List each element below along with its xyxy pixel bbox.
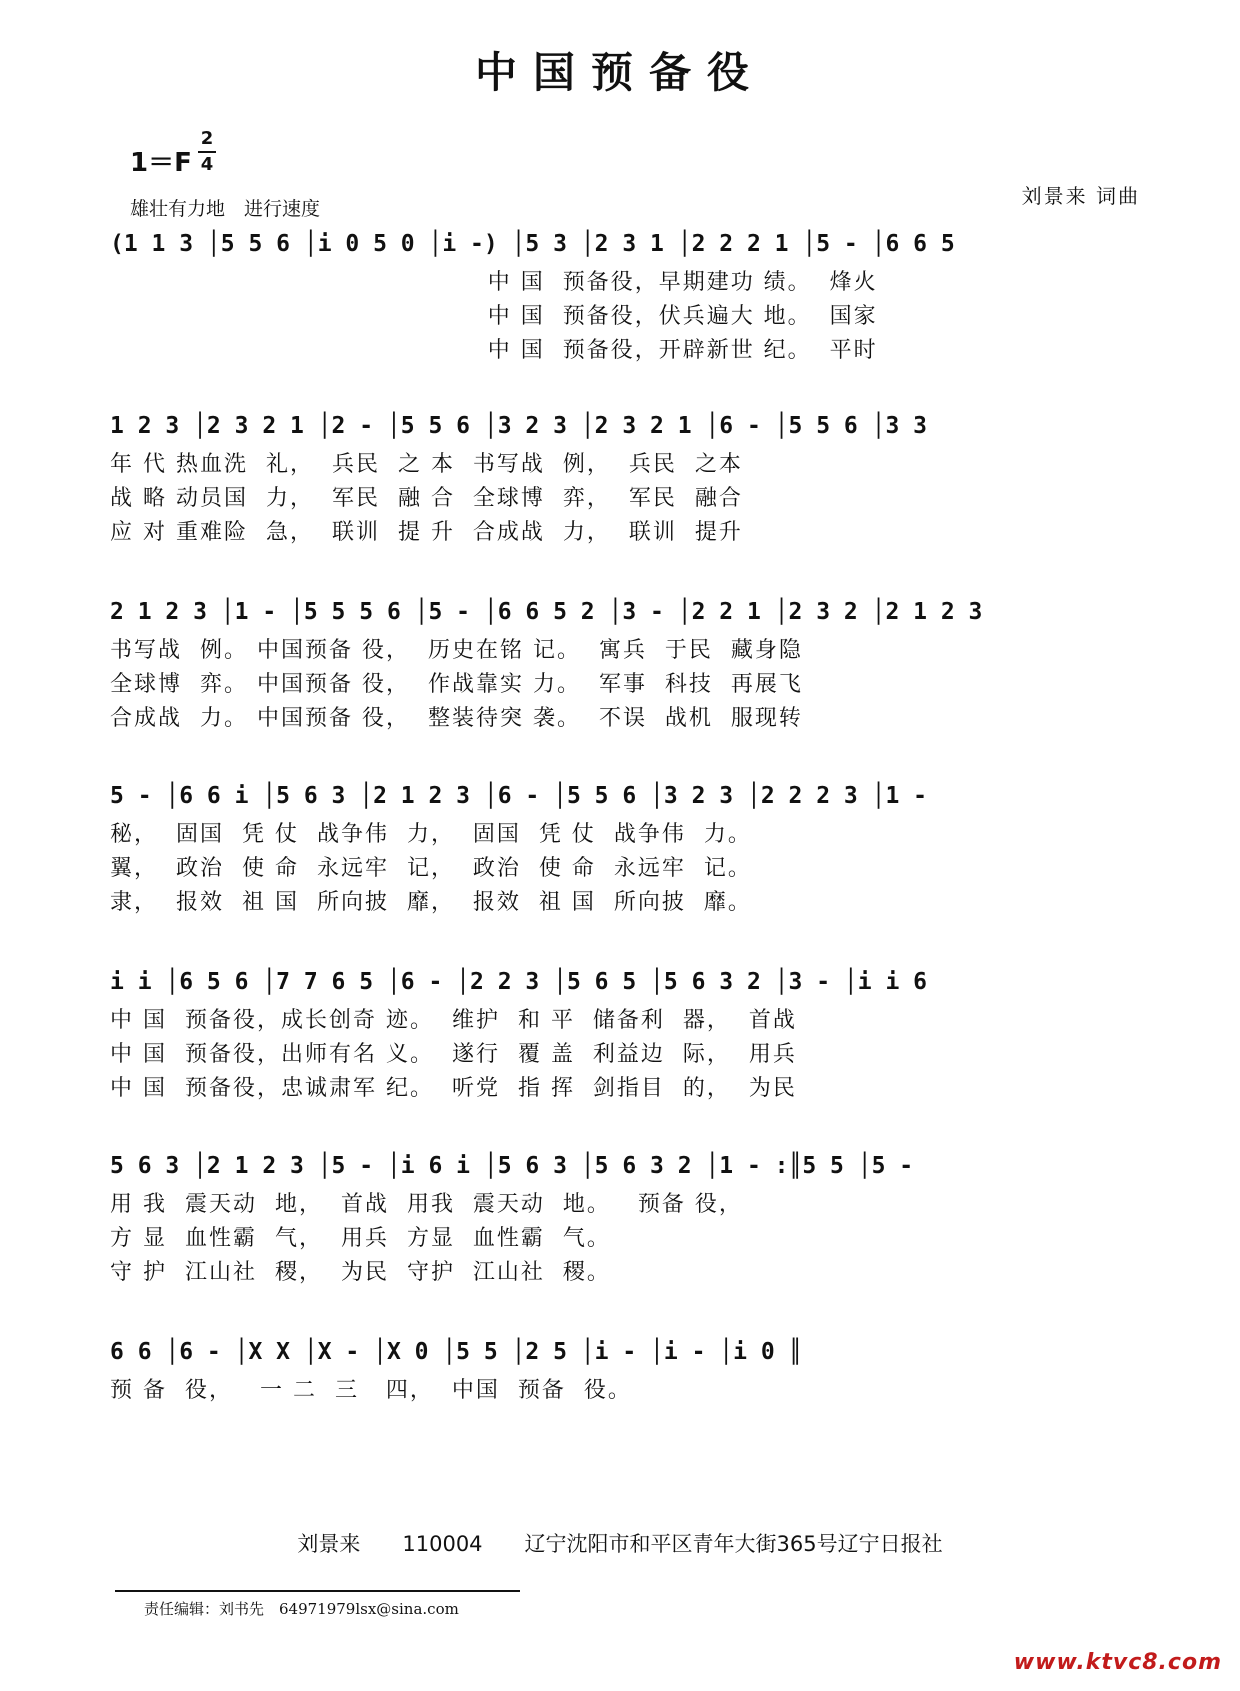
score-system-1 xyxy=(110,222,1150,368)
lyric-verse-1: 用 我 震天动 地， 首战 用我 震天动 地。 预备 役， xyxy=(110,1192,743,1217)
lyric-verse-2: 方 显 血性霸 气， 用兵 方显 血性霸 气。 xyxy=(110,1226,611,1251)
score-system-2 xyxy=(110,404,1150,550)
lyric-verse-3: 隶， 报效 祖 国 所向披 靡， 报效 祖 国 所向披 靡。 xyxy=(110,890,752,915)
lyric-verse-3: 应 对 重难险 急， 联训 提 升 合成战 力， 联训 提升 xyxy=(110,520,743,545)
author-credit: 刘景来 词曲 xyxy=(1021,184,1140,208)
lyric-verse-1: 年 代 热血洗 礼， 兵民 之 本 书写战 例， 兵民 之本 xyxy=(110,452,743,477)
score-system-6 xyxy=(110,1144,1150,1290)
lyric-verse-2: 翼， 政治 使 命 永远牢 记， 政治 使 命 永远牢 记。 xyxy=(110,856,752,881)
lyric-verse-1: 中 国 预备役，早期建功 绩。 烽火 xyxy=(110,270,878,295)
time-signature xyxy=(198,128,216,176)
lyric-verse-3: 守 护 江山社 稷， 为民 守护 江山社 稷。 xyxy=(110,1260,611,1285)
notation-line: 5 6 3 │2 1 2 3 │5 - │i 6 i │5 6 3 │5 6 3 2 │1 - :║5 5 │5 - xyxy=(110,1153,914,1179)
score-system-5 xyxy=(110,960,1150,1106)
lyric-verse-3: 中 国 预备役，忠诚肃军 纪。 听党 指 挥 剑指目 的， 为民 xyxy=(110,1076,797,1101)
notation-line: i i │6 5 6 │7 7 6 5 │6 - │2 2 3 │5 6 5 │5 6 3 2 │3 - │i i 6 xyxy=(110,969,927,995)
lyric-verse-1: 秘， 固国 凭 仗 战争伟 力， 固国 凭 仗 战争伟 力。 xyxy=(110,822,752,847)
notation-line: (1 1 3 │5 5 6 │i 0 5 0 │i -) │5 3 │2 3 1 │2 2 2 1 │5 - │6 6 5 xyxy=(110,231,955,257)
notation-line: 1 2 3 │2 3 2 1 │2 - │5 5 6 │3 2 3 │2 3 2 1 │6 - │5 5 6 │3 3 xyxy=(110,413,927,439)
lyric-verse-2: 中 国 预备役，出师有名 义。 遂行 覆 盖 利益边 际， 用兵 xyxy=(110,1042,797,1067)
notation-line: 6 6 │6 - │X X │X - │X 0 │5 5 │2 5 │i - │i - │i 0 ║ xyxy=(110,1339,803,1365)
time-signature-bottom: 4 xyxy=(200,154,214,175)
lyric-verse-1: 中 国 预备役，成长创奇 迹。 维护 和 平 储备利 器， 首战 xyxy=(110,1008,797,1033)
score-system-4 xyxy=(110,774,1150,920)
contact-address: 刘景来 110004 辽宁沈阳市和平区青年大街365号辽宁日报社 xyxy=(297,1532,943,1556)
key-signature: 1＝F xyxy=(130,148,192,178)
site-watermark: www.ktvc8.com xyxy=(1013,1650,1222,1675)
lyric-verse-3: 中 国 预备役，开辟新世 纪。 平时 xyxy=(110,338,878,363)
time-signature-top: 2 xyxy=(200,128,214,149)
lyric-verse-2: 全球博 弈。 中国预备 役， 作战靠实 力。 军事 科技 再展飞 xyxy=(110,672,803,697)
tempo-marking: 雄壮有力地 进行速度 xyxy=(130,198,321,220)
lyric-verse-2: 中 国 预备役，伏兵遍大 地。 国家 xyxy=(110,304,878,329)
lyric-verse-2: 战 略 动员国 力， 军民 融 合 全球博 弈， 军民 融合 xyxy=(110,486,743,511)
lyric-verse-3: 合成战 力。 中国预备 役， 整装待突 袭。 不误 战机 服现转 xyxy=(110,706,803,731)
editor-credit: 责任编辑：刘书先 64971979lsx@sina.com xyxy=(144,1600,459,1618)
notation-line: 2 1 2 3 │1 - │5 5 5 6 │5 - │6 6 5 2 │3 - │2 2 1 │2 3 2 │2 1 2 3 xyxy=(110,599,983,625)
score-system-3 xyxy=(110,590,1150,736)
lyric-verse-1: 书写战 例。 中国预备 役， 历史在铭 记。 寓兵 于民 藏身隐 xyxy=(110,638,803,663)
footer-divider xyxy=(115,1590,520,1592)
score-system-7 xyxy=(110,1330,1150,1408)
song-title: 中国预备役 xyxy=(474,48,765,97)
lyric-verse-1: 预 备 役， 一 二 三 四， 中国 预备 役。 xyxy=(110,1378,632,1403)
notation-line: 5 - │6 6 i │5 6 3 │2 1 2 3 │6 - │5 5 6 │3 2 3 │2 2 2 3 │1 - xyxy=(110,783,927,809)
